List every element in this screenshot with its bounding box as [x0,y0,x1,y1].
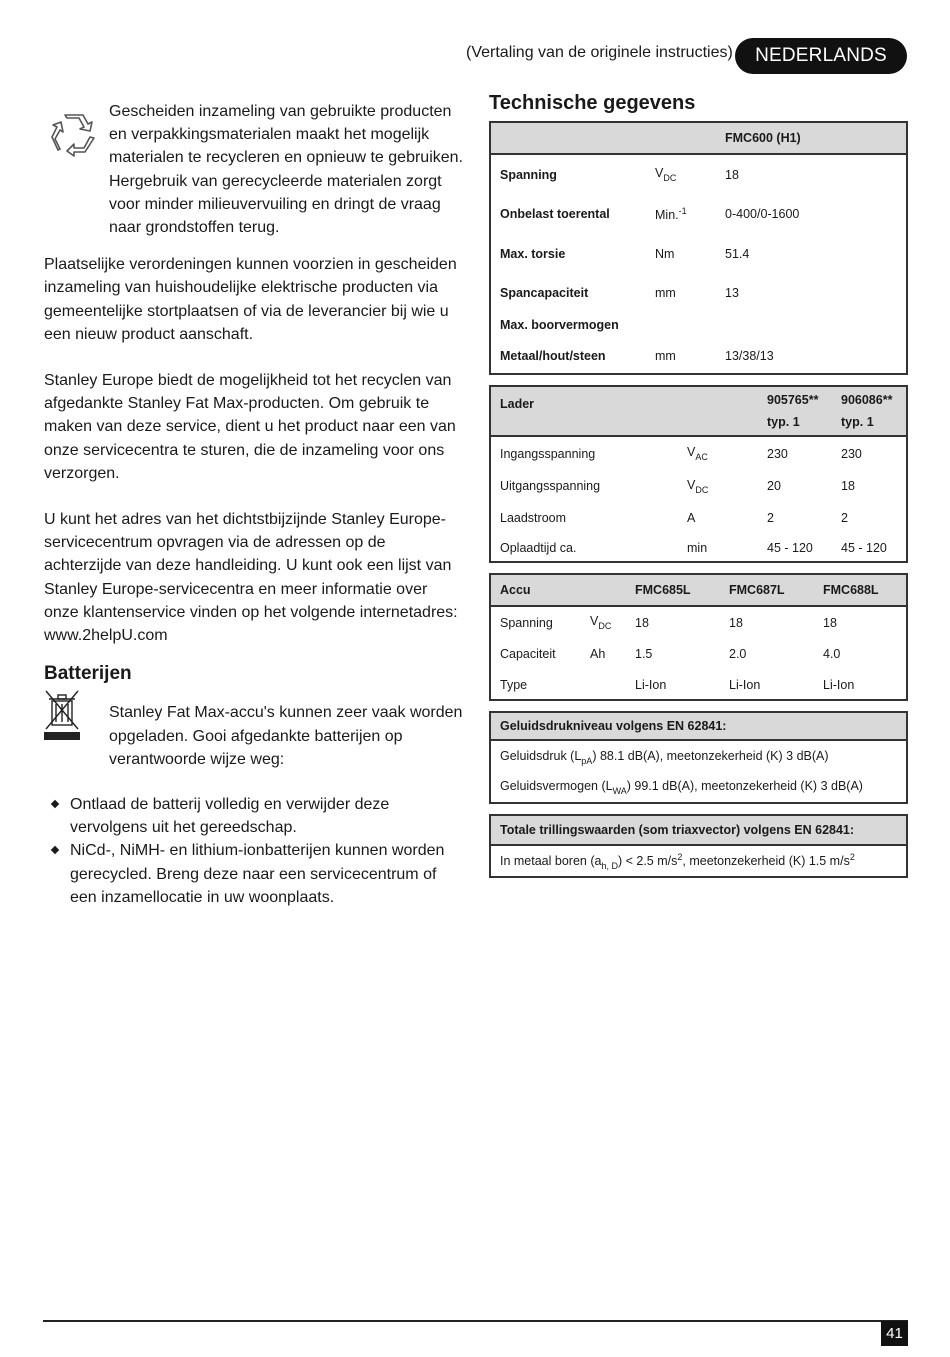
bullet-diamond-icon [51,800,59,808]
stanley-recycling-paragraph: Stanley Europe biedt de mogelijkheid tot het recyclen van afgedankte Stanley Fat Max-producten. Om gebruik te maken van deze service, dient u het product naar een van onze servicecentra te sturen, die de inzameling voor ons verzorgen. [44,372,456,482]
batteries-text: Stanley Fat Max-accu's kunnen zeer vaak worden opgeladen. Gooi afgedankte batterijen op verantwoorde wijze weg: [109,704,463,768]
table-header-row: Totale trillingswaarden (som triaxvector) volgens EN 62841: [490,815,907,845]
model-number: FMC600 (H1) [716,122,907,154]
table-row: Geluidsvermogen $(L_{WA})$ 99.1 dB(A), meetonzekerheid (K) 3 dB(A) [500,779,863,796]
table-row: Laadstroom A 2 2 [500,511,848,525]
table-row: Ingangsspanning $V_{AC}$ 230 230 [500,445,862,462]
service-center-paragraph: U kunt het adres van het dichtstbijzijnde Stanley Europe-servicecentrum opvragen via de adressen op de achterzijde van deze handleiding. U kunt ook een lijst van Stanley Europe-servicecentra en meer informatie over onze klantenservice vinden op het volgende internetadres: [44,511,458,621]
table-header-row: Geluidsdrukniveau volgens EN 62841: [490,712,907,740]
batteries-section [44,689,464,771]
table-row: Max. boorvermogen [500,318,619,332]
footer-rule [43,1320,908,1322]
batteries-heading: Batterijen [44,663,132,685]
recycle-section [44,100,464,239]
vibration-table [489,814,908,878]
table-row: Spanning $V_{DC}$ 18 [500,166,739,183]
recycle-icon [50,112,96,158]
table-header-row [490,122,907,154]
recycle-text: Gescheiden inzameling van gebruikte producten en verpakkingsmaterialen maakt het mogelijk materialen te recycleren en opnieuw te gebruiken. Hergebruik van gerecycleerde materialen zorgt voor minder milieuvervuiling en dringt de vraag naar grondstoffen terug. [109,103,463,237]
table-row: Capaciteit Ah 1.5 2.0 4.0 [500,647,841,661]
main-spec-table [489,121,908,375]
table-row: Spanning $V_{DC}$ 18 18 18 [500,614,837,631]
table-row: Spancapaciteit mm 13 [500,285,739,300]
battery-bullet-list [44,793,464,909]
table-row: Onbelast toerental Min.$^{-1}$ 0-400/0-1600 [500,206,800,222]
technical-data-column [489,92,908,888]
table-header-row: Accu FMC685L FMC687L FMC688L [490,574,907,606]
charger-spec-table [489,385,908,563]
bullet-diamond-icon [51,846,59,854]
crossed-bin-icon [44,689,80,741]
table-row: Oplaadtijd ca. min 45 - 120 45 - 120 [500,540,887,555]
sound-level-table [489,711,908,804]
list-item: Ontlaad de batterij volledig en verwijder deze vervolgens uit het gereedschap. [44,793,464,839]
page-number: 41 [881,1321,908,1346]
left-column [44,100,464,909]
header-subtitle: (Vertaling van de originele instructies) [466,44,733,61]
battery-spec-table [489,573,908,701]
local-regulations-paragraph: Plaatselijke verordeningen kunnen voorzien in gescheiden inzameling van huishoudelijke elektrische producten via gemeentelijke stortplaatsen of via de leverancier bij wie u een nieuw product aanschaft. [44,256,457,343]
list-item: NiCd-, NiMH- en lithium-ionbatterijen kunnen worden gerecycled. Breng deze naar een servicecentrum of een inzamellocatie in uw woonplaats. [44,839,464,909]
table-row: Metaal/hout/steen mm 13/38/13 [500,348,774,363]
table-row: In metaal boren $(a_{h, D}) < 2.5$ $m/s^2$, meetonzekerheid (K) 1.5 $m/s^2$ [500,851,855,871]
table-row: Max. torsie Nm 51.4 [500,246,750,261]
table-row: Type Li-Ion Li-Ion Li-Ion [500,677,855,692]
technical-data-title: Technische gegevens [489,92,696,114]
service-url: www.2helpU.com [44,627,168,645]
table-header-row: Lader 905765** typ. 1 906086** typ. 1 [490,386,907,436]
language-badge: NEDERLANDS [735,38,907,74]
table-row: Uitgangsspanning $V_{DC}$ 20 18 [500,477,855,495]
table-row: Geluidsdruk $(L_{pA})$ 88.1 dB(A), meetonzekerheid (K) 3 dB(A) [500,748,829,766]
